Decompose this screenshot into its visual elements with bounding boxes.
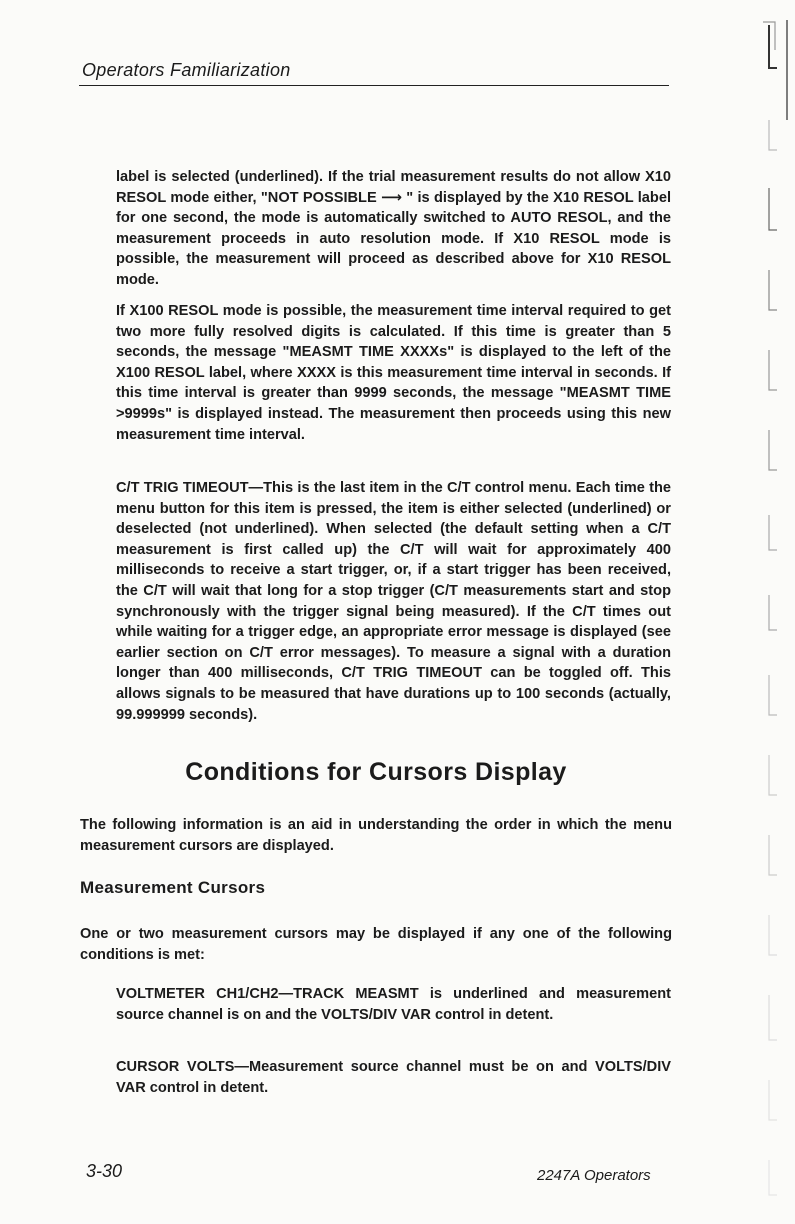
paragraph-resol-mode: label is selected (underlined). If the trial measurement results do not allow X10 RESOL mode either, "NOT POSSIBLE ⟶ " is displayed by the X10 RESOL label for one second, the mode is automatically switched to AUTO RESOL, and the measurement proceeds in auto resolution mode. If X10 RESOL mode is possible, the measurement will proceed as described above for X10 RESOL mode. bbox=[116, 169, 671, 288]
paragraph-voltmeter: VOLTMETER CH1/CH2—TRACK MEASMT is underlined and measurement source channel is on and the VOLTS/DIV VAR control in detent. bbox=[116, 986, 671, 1023]
section-heading: Conditions for Cursors Display bbox=[185, 758, 567, 786]
subheading: Measurement Cursors bbox=[80, 878, 266, 897]
section-title: Operators Familiarization bbox=[82, 60, 291, 80]
manual-title: 2247A Operators bbox=[537, 1167, 651, 1184]
paragraph-intro: The following information is an aid in understanding the order in which the menu measurement cursors are displayed. bbox=[80, 817, 672, 854]
paragraph-ct-trig-timeout: C/T TRIG TIMEOUT—This is the last item in the C/T control menu. Each time the menu button for this item is pressed, the item is either selected (underlined) or deselected (not underlined). When selected (the default setting when a C/T measurement is first called up) the C/T will wait for approximately 400 milliseconds to receive a start trigger, or, if a start trigger has been received, the C/T will wait that long for a stop trigger (C/T measurements start and stop synchronously with the trigger signal being measured). If the C/T times out while waiting for a trigger edge, an appropriate error message is displayed (see earlier section on C/T error messages). To measure a signal with a duration longer than 400 milliseconds, C/T TRIG TIMEOUT can be toggled off. This allows signals to be measured that have durations up to 100 seconds (actually, 99.999999 seconds). bbox=[116, 480, 671, 723]
paragraph-x100-resol: If X100 RESOL mode is possible, the measurement time interval required to get two more fully resolved digits is calculated. If this time is greater than 5 seconds, the message "MEASMT TIME XXXXs" is displayed to the left of the X100 RESOL label, where XXXX is this measurement time interval in seconds. If this time interval is greater than 9999 seconds, the message "MEASMT TIME >9999s" is displayed instead. The measurement then proceeds using this new measurement time interval. bbox=[116, 303, 671, 443]
page-number: 3-30 bbox=[86, 1161, 123, 1181]
paragraph-conditions: One or two measurement cursors may be displayed if any one of the following conditions is met: bbox=[80, 926, 672, 963]
paragraph-cursor-volts: CURSOR VOLTS—Measurement source channel must be on and VOLTS/DIV VAR control in detent. bbox=[116, 1059, 671, 1096]
binding-marks bbox=[749, 20, 789, 1200]
header-rule bbox=[79, 85, 669, 86]
